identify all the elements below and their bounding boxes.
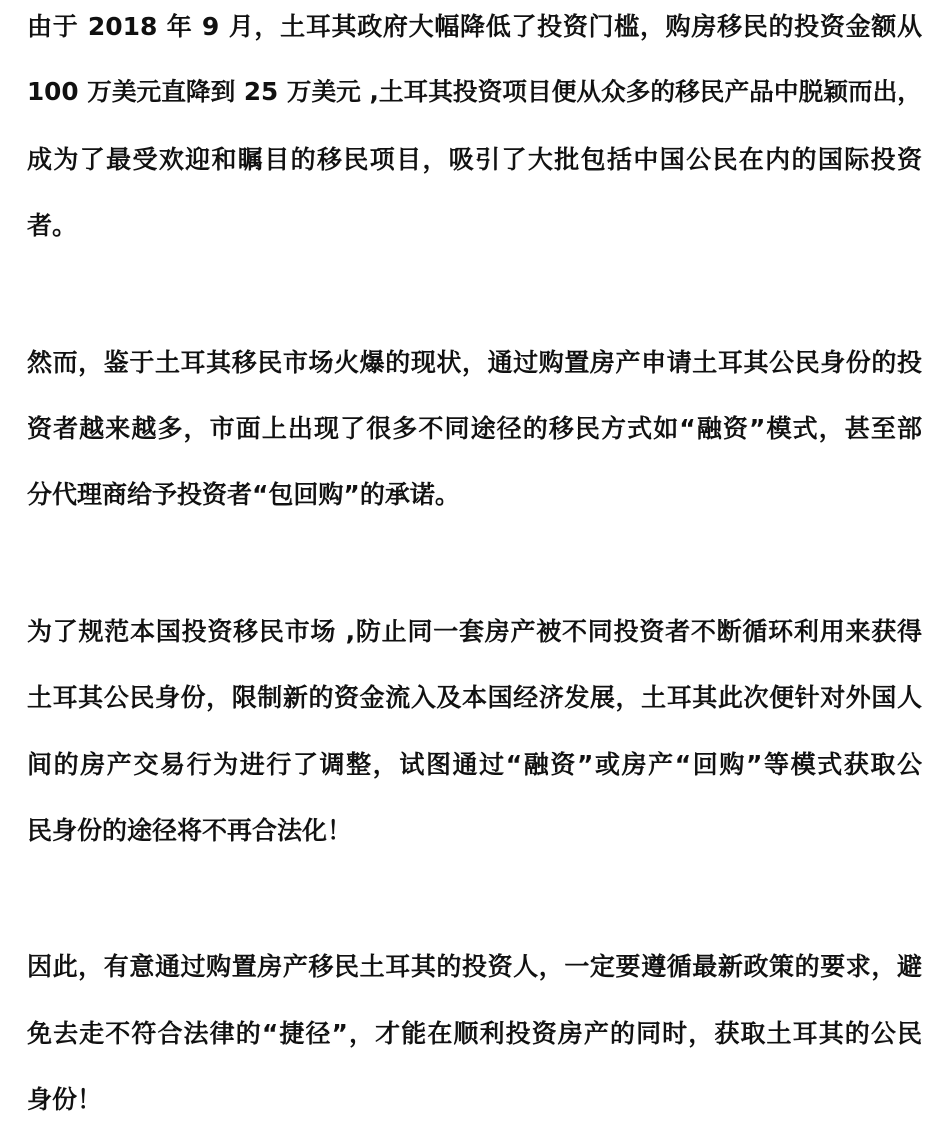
paragraph-line [27,682,922,712]
line-text: 免去走不符合法律的“捷径”，才能在顺利投资房产的同时，获取土耳其的公民 [27,1018,922,1048]
line-text: 分代理商给予投资者“包回购”的承诺。 [27,479,460,509]
line-text: 为了规范本国投资移民市场 ,防止同一套房产被不同投资者不断循环利用来获得 [27,616,922,646]
paragraph-line [27,347,922,377]
paragraph-line [27,616,922,646]
paragraph-line [27,1084,922,1114]
paragraph-line [27,749,922,779]
line-text: 间的房产交易行为进行了调整，试图通过“融资”或房产“回购”等模式获取公 [27,749,922,779]
paragraph-line [27,77,922,107]
paragraph-line [27,210,922,240]
line-text: 资者越来越多，市面上出现了很多不同途径的移民方式如“融资”模式，甚至部 [27,413,922,443]
line-text: 然而，鉴于土耳其移民市场火爆的现状，通过购置房产申请土耳其公民身份的投 [27,347,922,377]
line-text: 土耳其公民身份，限制新的资金流入及本国经济发展，土耳其此次便针对外国人 [27,682,922,712]
line-text: 身份！ [27,1084,103,1114]
line-text: 因此，有意通过购置房产移民土耳其的投资人，一定要遵循最新政策的要求，避 [27,951,922,981]
paragraph-line [27,815,922,845]
paragraph-line [27,951,922,981]
line-text: 由于 2018 年 9 月，土耳其政府大幅降低了投资门槛，购房移民的投资金额从 [27,11,922,41]
paragraph-line [27,479,922,509]
line-text: 民身份的途径将不再合法化！ [27,815,353,845]
line-text: 成为了最受欢迎和瞩目的移民项目，吸引了大批包括中国公民在内的国际投资 [27,144,922,174]
paragraph-line [27,413,922,443]
line-text: 者。 [27,210,78,240]
paragraph-line [27,1018,922,1048]
paragraph-line [27,11,922,41]
line-text: 100 万美元直降到 25 万美元 ,土耳其投资项目便从众多的移民产品中脱颖而出， [27,76,922,106]
paragraph-line [27,144,922,174]
